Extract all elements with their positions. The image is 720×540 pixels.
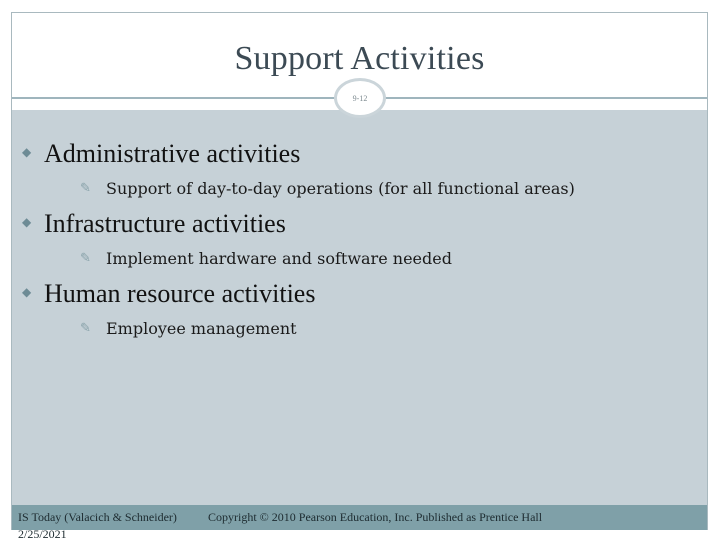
sub-bullet-text: Employee management — [106, 318, 297, 338]
slide-title: Support Activities — [234, 40, 485, 77]
slide-number: 9-12 — [352, 93, 368, 103]
slide-number-badge — [334, 78, 386, 118]
sub-bullet-administrative — [22, 172, 702, 204]
footer-copyright: Copyright © 2010 Pearson Education, Inc. Published as Prentice Hall — [208, 510, 543, 524]
bullet-marker-icon: ◆ — [22, 214, 32, 229]
bullet-list — [22, 136, 702, 346]
pencil-bullet-icon: ✎ — [80, 180, 91, 196]
footer-source: IS Today (Valacich & Schneider) — [18, 510, 177, 524]
sub-bullet-human-resource — [22, 312, 702, 344]
bullet-marker-icon: ◆ — [22, 144, 32, 159]
bullet-marker-icon: ◆ — [22, 284, 32, 299]
bullet-administrative — [22, 136, 702, 172]
bullet-heading: Administrative activities — [44, 139, 301, 168]
bullet-heading: Infrastructure activities — [44, 209, 286, 238]
bullet-infrastructure — [22, 206, 702, 242]
pencil-bullet-icon: ✎ — [80, 250, 91, 266]
bullet-heading: Human resource activities — [44, 279, 316, 308]
footer-date: 2/25/2021 — [18, 527, 67, 540]
pencil-bullet-icon: ✎ — [80, 320, 91, 336]
sub-bullet-text: Support of day-to-day operations (for all functional areas) — [106, 178, 575, 198]
sub-bullet-text: Implement hardware and software needed — [106, 248, 452, 268]
sub-bullet-infrastructure — [22, 242, 702, 274]
bullet-human-resource — [22, 276, 702, 312]
